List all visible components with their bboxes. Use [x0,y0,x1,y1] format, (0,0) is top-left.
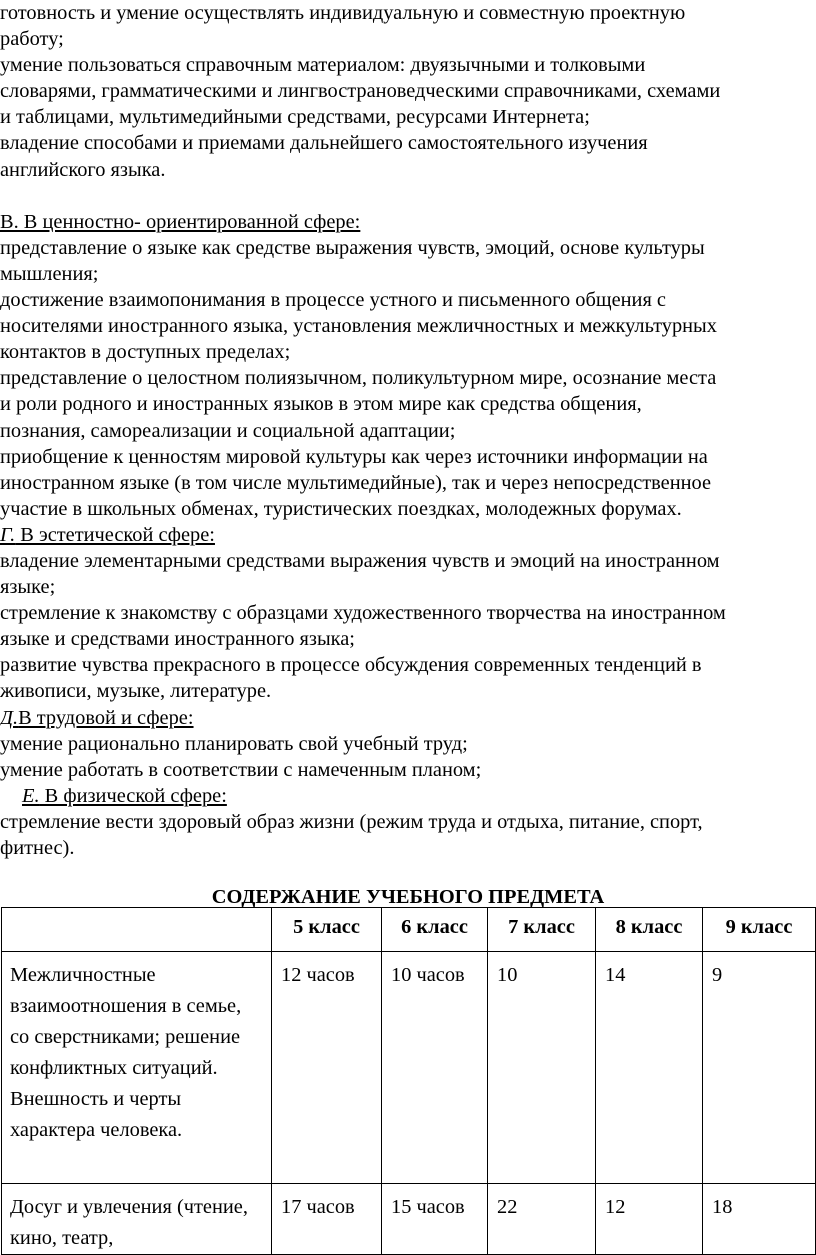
hours-cell: 14 [596,952,703,1184]
text-line: стремление вести здоровый образ жизни (режим труда и отдыха, питание, спорт, [0,810,703,833]
hours-cell: 15 часов [382,1184,488,1255]
text-line: участие в школьных обменах, туристических поездках, молодежных форумах. [0,497,682,520]
text-line: словарями, грамматическими и лингвострановедческими справочниками, схемами [0,80,721,103]
topic-cell: Досуг и увлечения (чтение, кино, театр, [2,1184,272,1255]
section-e-body [0,809,816,861]
text-line: владение способами и приемами дальнейшего самостоятельного изучения [0,132,648,155]
text-line: познания, самореализации и социальной адаптации; [0,419,456,442]
text-line: представление о языке как средстве выражения чувств, эмоций, основе культуры [0,236,705,259]
header-cell-grade8: 8 класс [596,908,703,952]
hours-cell: 17 часов [272,1184,382,1255]
text-line: живописи, музыке, литературе. [0,680,272,703]
text-line: умение пользоваться справочным материалом: двуязычными и толковыми [0,54,646,77]
hours-cell: 12 часов [272,952,382,1184]
text-line: фитнес). [0,837,75,859]
curriculum-table [1,907,816,1255]
header-cell-grade6: 6 класс [382,908,488,952]
hours-cell: 22 [488,1184,596,1255]
hours-cell: 18 [703,1184,816,1255]
text-line: и таблицами, мультимедийными средствами, ресурсами Интернета; [0,106,590,129]
hours-cell: 10 часов [382,952,488,1184]
text-line: готовность и умение осуществлять индивидуальную и совместную проектную [0,2,686,24]
header-cell-grade7: 7 класс [488,908,596,952]
table-row [2,952,816,1184]
text-line: носителями иностранного языка, установления межличностных и межкультурных [0,315,717,338]
topic-cell: Межличностные взаимоотношения в семье, со сверстниками; решение конфликтных ситуаций. Внешность и черты характера человека. [2,952,272,1184]
section-d-heading: Д.В трудовой и сфере: [0,706,194,729]
text-line: представление о целостном полиязычном, поликультурном мире, осознание места [0,367,717,390]
hours-cell: 9 [703,952,816,1184]
text-line: умение работать в соответствии с намеченным планом; [0,758,482,781]
section-g-heading: Г. В эстетической сфере: [0,523,215,546]
text-line: и роли родного и иностранных языков в этом мире как средства общения, [0,393,642,416]
text-line: иностранном языке (в том числе мультимедийные), так и через непосредственное [0,471,712,494]
section-e-heading: Е. В физической сфере: [22,784,227,807]
section-g-body [0,548,816,705]
text-line: развитие чувства прекрасного в процессе обсуждения современных тенденций в [0,654,702,677]
section-v-heading: В. В ценностно- ориентированной сфере: [0,210,361,233]
section-v-body [0,235,816,522]
table-row [2,1184,816,1255]
text-line: языке; [0,576,56,599]
text-line: умение рационально планировать свой учебный труд; [0,732,468,755]
header-cell-grade5: 5 класс [272,908,382,952]
table-header-row [2,908,816,952]
text-line: владение элементарными средствами выражения чувств и эмоций на иностранном [0,549,720,572]
hours-cell: 10 [488,952,596,1184]
text-line: мышления; [0,262,99,285]
header-cell-empty [2,908,272,952]
intro-paragraph [0,0,816,183]
table-title: СОДЕРЖАНИЕ УЧЕБНОГО ПРЕДМЕТА [211,886,605,908]
header-cell-grade9: 9 класс [703,908,816,952]
text-line: английского языка. [0,158,166,181]
text-line: приобщение к ценностям мировой культуры как через источники информации на [0,445,708,468]
text-line: контактов в доступных пределах; [0,341,291,364]
text-line: достижение взаимопонимания в процессе устного и письменного общения с [0,289,666,312]
text-line: языке и средствами иностранного языка; [0,628,355,651]
section-d-body [0,731,816,783]
text-line: стремление к знакомству с образцами художественного творчества на иностранном [0,602,726,625]
text-line: работу; [0,28,64,51]
hours-cell: 12 [596,1184,703,1255]
